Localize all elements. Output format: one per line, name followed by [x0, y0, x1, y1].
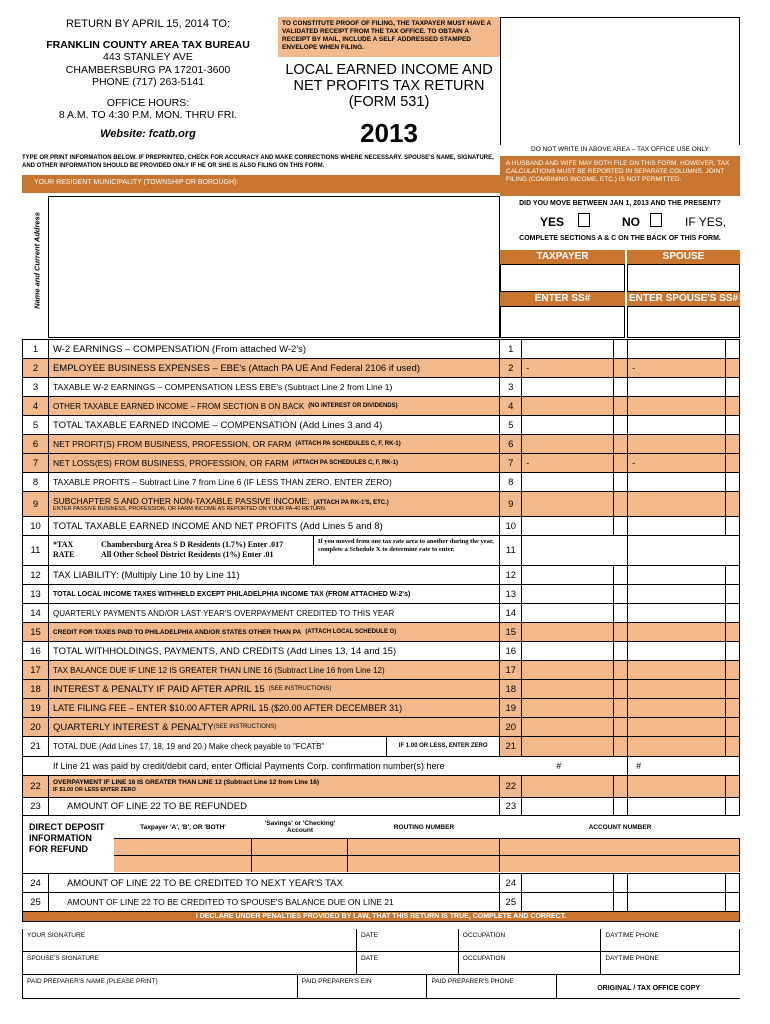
line-number-right: 14	[500, 604, 522, 622]
dd-spouse-who-input[interactable]	[114, 856, 252, 872]
line-number-right: 16	[500, 642, 522, 660]
taxpayer-amount-input[interactable]	[522, 699, 628, 717]
line-number-right: 5	[500, 416, 522, 434]
office-use-label: DO NOT WRITE IN ABOVE AREA – TAX OFFICE USE ONLY	[531, 146, 709, 153]
line-number-right: 10	[500, 517, 522, 535]
line-number-right: 4	[500, 397, 522, 415]
line-number-right: 21	[500, 737, 522, 756]
line-number-right: 8	[500, 473, 522, 491]
line-description: QUARTERLY INTEREST & PENALTY (SEE INSTRUCTIONS)	[49, 718, 500, 736]
taxpayer-name-field[interactable]	[500, 264, 625, 292]
table-row	[22, 434, 740, 453]
line-description: TAXABLE W-2 EARNINGS – COMPENSATION LESS EBE's (Subtract Line 2 from Line 1)	[49, 378, 500, 396]
line-number-right: 3	[500, 378, 522, 396]
taxpayer-total-due-input[interactable]	[522, 737, 628, 756]
type-print-instructions: TYPE OR PRINT INFORMATION BELOW. IF PREPRINTED, CHECK FOR ACCURACY AND MAKE CORRECTIONS WHERE NECESSARY. SPOUSE'S NAME, SIGNATURE, AND OTHER INFORMATION SHOULD BE PROVIDED ONLY IF HE OR SHE IS ALSO FILING ON THIS FORM.	[22, 155, 494, 169]
spouse-amount-input[interactable]	[628, 492, 740, 516]
line-description: TOTAL WITHHOLDINGS, PAYMENTS, AND CREDITS (Add Lines 13, 14 and 15)	[49, 642, 500, 660]
taxpayer-credit-next-year-input[interactable]	[522, 874, 628, 892]
taxpayer-amount-input[interactable]	[522, 473, 628, 491]
table-row	[22, 698, 740, 717]
spouse-signature-field[interactable]: SPOUSE'S SIGNATURE	[23, 952, 357, 974]
spouse-filing-note: A HUSBAND AND WIFE MAY BOTH FILE ON THIS FORM. HOWEVER, TAX CALCULATIONS MUST BE REPORTED IN SEPARATE COLUMNS. JOINT FILING (COMBINING INCOME, ETC.) IS NOT PERMITTED.	[500, 156, 740, 196]
line-number-right: 11	[500, 536, 522, 565]
spouse-amount-input[interactable]	[628, 435, 740, 453]
moved-if-yes: IF YES,	[685, 215, 727, 229]
dd-taxpayer-who-input[interactable]	[114, 839, 252, 855]
table-row-total-due	[22, 736, 740, 756]
preparer-ein-field[interactable]: PAID PREPARER'S EIN	[298, 975, 428, 998]
dd-routing-label: ROUTING NUMBER	[393, 823, 455, 831]
office-hours: 8 A.M. TO 4:30 P.M. MON. THRU FRI.	[58, 109, 238, 121]
moved-no-checkbox[interactable]	[650, 213, 662, 227]
table-row	[22, 516, 740, 535]
line-number-right: 23	[500, 798, 522, 815]
form-year: 2013	[360, 118, 418, 148]
spouse-credit-next-year-input[interactable]	[628, 874, 740, 892]
spouse-ss-label: ENTER SPOUSE'S SS#	[628, 293, 739, 304]
table-row	[22, 358, 740, 377]
taxpayer-ss-field[interactable]	[500, 306, 625, 338]
spouse-amount-input[interactable]	[628, 699, 740, 717]
line-number: 16	[23, 642, 49, 660]
bureau-address-line1: 443 STANLEY AVE	[103, 51, 193, 63]
line-description: TOTAL DUE (Add Lines 17, 18, 19 and 20.) Make check payable to "FCATB" IF 1.00 OR LESS, ENTER ZERO	[49, 737, 500, 756]
table-row	[22, 415, 740, 434]
line-description: AMOUNT OF LINE 22 TO BE CREDITED TO SPOUSE'S BALANCE DUE ON LINE 21	[49, 893, 500, 911]
dd-taxpayer-routing-input[interactable]	[348, 839, 500, 855]
table-row	[22, 797, 740, 815]
line-number: 14	[23, 604, 49, 622]
taxpayer-amount-input[interactable]	[522, 623, 628, 641]
your-date-field[interactable]: DATE	[357, 929, 459, 951]
taxpayer-credit-spouse-input[interactable]	[522, 893, 628, 911]
line-number-right: 22	[500, 776, 522, 797]
taxpayer-amount-input[interactable]	[522, 718, 628, 736]
line-number: 4	[23, 397, 49, 415]
original-copy-label: ORIGINAL / TAX OFFICE COPY	[597, 985, 701, 992]
taxpayer-amount-input[interactable]	[522, 661, 628, 679]
line-number: 6	[23, 435, 49, 453]
name-address-field[interactable]	[48, 196, 500, 338]
line-number: 23	[23, 798, 49, 815]
line-number: 17	[23, 661, 49, 679]
line-description: NET PROFIT(S) FROM BUSINESS, PROFESSION, OR FARM (ATTACH PA SCHEDULES C, F, RK-1)	[49, 435, 500, 453]
form-title-line1: LOCAL EARNED INCOME AND	[285, 62, 493, 78]
line-description: NET LOSS(ES) FROM BUSINESS, PROFESSION, OR FARM (ATTACH PA SCHEDULES C, F, RK-1)	[49, 454, 500, 472]
line-number: 9	[23, 492, 49, 516]
dd-who-label: Taxpayer 'A', 'B', OR 'BOTH'	[140, 823, 226, 831]
spouse-amount-input[interactable]	[628, 397, 740, 415]
dd-taxpayer-account-input[interactable]	[500, 839, 740, 855]
line-number-right: 25	[500, 893, 522, 911]
form-title-line2: NET PROFITS TAX RETURN	[293, 78, 485, 94]
taxpayer-amount-input[interactable]	[522, 566, 628, 584]
table-row	[22, 603, 740, 622]
line-number: 12	[23, 566, 49, 584]
line-description: TOTAL TAXABLE EARNED INCOME – COMPENSATION (Add Lines 3 and 4)	[49, 416, 500, 434]
line-number-right: 1	[500, 340, 522, 358]
table-row	[22, 679, 740, 698]
table-row	[22, 873, 740, 892]
preparer-name-field[interactable]: PAID PREPARER'S NAME (PLEASE PRINT)	[23, 975, 298, 998]
line-description: CREDIT FOR TAXES PAID TO PHILADELPHIA AND/OR STATES OTHER THAN PA (ATTACH LOCAL SCHEDULE G)	[49, 623, 500, 641]
line-number: 1	[23, 340, 49, 358]
taxpayer-amount-input[interactable]	[522, 517, 628, 535]
table-row	[22, 717, 740, 736]
direct-deposit-section	[22, 815, 740, 873]
table-row	[22, 660, 740, 679]
spouse-amount-input[interactable]	[628, 340, 740, 358]
declaration-banner: I DECLARE UNDER PENALTIES PROVIDED BY LAW, THAT THIS RETURN IS TRUE, COMPLETE AND CORRECT.	[22, 911, 740, 922]
form-title	[278, 62, 500, 110]
spouse-credit-spouse-input[interactable]	[628, 893, 740, 911]
line-number-right: 7	[500, 454, 522, 472]
table-row	[22, 377, 740, 396]
line-number-right: 6	[500, 435, 522, 453]
table-row	[22, 892, 740, 911]
spouse-amount-input[interactable]: -	[628, 454, 740, 472]
taxpayer-amount-input[interactable]	[522, 642, 628, 660]
spouse-overpayment-input[interactable]	[628, 776, 740, 797]
line-description: QUARTERLY PAYMENTS AND/OR LAST YEAR'S OVERPAYMENT CREDITED TO THIS YEAR	[49, 604, 500, 622]
line-number: 21	[23, 737, 49, 756]
line-description: LATE FILING FEE – ENTER $10.00 AFTER APRIL 15 ($20.00 AFTER DECEMBER 31)	[49, 699, 500, 717]
bureau-address-line2: CHAMBERSBURG PA 17201-3600	[65, 63, 231, 76]
taxpayer-amount-input[interactable]	[522, 492, 628, 516]
line-description: TAXABLE PROFITS – Subtract Line 7 from Line 6 (IF LESS THAN ZERO, ENTER ZERO)	[49, 473, 500, 491]
spouse-amount-input[interactable]	[628, 566, 740, 584]
spouse-amount-input[interactable]	[628, 642, 740, 660]
line-description: W-2 EARNINGS – COMPENSATION (From attached W-2's)	[49, 340, 500, 358]
spouse-amount-input[interactable]	[628, 416, 740, 434]
table-row-tax-rate	[22, 535, 740, 565]
table-row-confirmation	[22, 756, 740, 775]
line-number: 20	[23, 718, 49, 736]
line-number-right: 19	[500, 699, 522, 717]
line-number: 24	[23, 874, 49, 892]
line-number: 25	[23, 893, 49, 911]
spouse-amount-input[interactable]	[628, 378, 740, 396]
signature-section	[22, 929, 740, 999]
dd-spouse-routing-input[interactable]	[348, 856, 500, 872]
your-signature-field[interactable]: YOUR SIGNATURE	[23, 929, 357, 951]
line-number: 13	[23, 585, 49, 603]
taxpayer-confirmation-input[interactable]: #	[522, 757, 628, 775]
line-description: AMOUNT OF LINE 22 TO BE REFUNDED	[49, 798, 500, 815]
table-row	[22, 396, 740, 415]
taxpayer-amount-input[interactable]	[522, 378, 628, 396]
municipality-field[interactable]: YOUR RESIDENT MUNICIPALITY (TOWNSHIP OR BOROUGH):	[22, 175, 500, 193]
table-row	[22, 453, 740, 472]
table-row	[22, 641, 740, 660]
line-description: AMOUNT OF LINE 22 TO BE CREDITED TO NEXT YEAR'S TAX	[49, 874, 500, 892]
table-row	[22, 339, 740, 358]
spouse-amount-input[interactable]	[628, 473, 740, 491]
spouse-ss-field[interactable]	[627, 306, 740, 338]
moved-yes-label: YES	[540, 215, 565, 229]
spouse-refund-input[interactable]	[628, 798, 740, 815]
dd-type-label: 'Savings' or 'Checking' Account	[264, 820, 336, 834]
line-description: EMPLOYEE BUSINESS EXPENSES – EBE's (Attach PA UE And Federal 2106 if used)	[49, 359, 500, 377]
spouse-amount-input[interactable]	[628, 604, 740, 622]
spouse-amount-input[interactable]	[628, 680, 740, 698]
spouse-occupation-field[interactable]: OCCUPATION	[459, 952, 602, 974]
complete-sections-note: COMPLETE SECTIONS A & C ON THE BACK OF THIS FORM.	[519, 235, 721, 242]
form-title-line3: (FORM 531)	[348, 94, 430, 110]
line-number: 22	[23, 776, 49, 797]
table-row	[22, 622, 740, 641]
table-row	[22, 565, 740, 584]
bureau-phone: PHONE (717) 263-5141	[91, 76, 205, 88]
spouse-total-due-input[interactable]	[628, 737, 740, 756]
spouse-date-field[interactable]: DATE	[357, 952, 459, 974]
line-description: *TAX RATE Chambersburg Area S D Residents (1.7%) Enter .017 All Other School District Residents (1%) Enter .01 If you moved from one tax rate area to another during the year, complete a Schedule X to determine rate to enter.	[49, 536, 500, 565]
spouse-amount-input[interactable]	[628, 585, 740, 603]
line-number: 7	[23, 454, 49, 472]
dd-spouse-account-input[interactable]	[500, 856, 740, 872]
spouse-name-field[interactable]	[627, 264, 740, 292]
line-number-right: 2	[500, 359, 522, 377]
spouse-amount-input[interactable]	[628, 623, 740, 641]
your-phone-field[interactable]: DAYTIME PHONE	[605, 932, 659, 939]
line-number-right: 24	[500, 874, 522, 892]
website: Website: fcatb.org	[100, 127, 196, 140]
line-number-right: 20	[500, 718, 522, 736]
line-number: 15	[23, 623, 49, 641]
taxpayer-amount-input[interactable]	[522, 340, 628, 358]
taxpayer-amount-input[interactable]	[522, 435, 628, 453]
line-number: 19	[23, 699, 49, 717]
name-address-label: Name and Current Address	[32, 212, 42, 309]
line-description: TOTAL TAXABLE EARNED INCOME AND NET PROFITS (Add Lines 5 and 8)	[49, 517, 500, 535]
line-number-right: 9	[500, 492, 522, 516]
line-number: 18	[23, 680, 49, 698]
taxpayer-amount-input[interactable]	[522, 680, 628, 698]
spouse-confirmation-input[interactable]: #	[628, 757, 740, 775]
taxpayer-refund-input[interactable]	[522, 798, 628, 815]
spouse-amount-input[interactable]	[628, 718, 740, 736]
proof-of-filing-notice: TO CONSTITUTE PROOF OF FILING, THE TAXPAYER MUST HAVE A VALIDATED RECEIPT FROM THE TAX OFFICE. TO OBTAIN A RECEIPT BY MAIL, INCLUDE A SELF ADDRESSED STAMPED ENVELOPE WHEN FILING.	[278, 17, 500, 57]
spouse-phone-field[interactable]: DAYTIME PHONE	[605, 955, 659, 962]
line-description: TAX BALANCE DUE IF LINE 12 IS GREATER THAN LINE 16 (Subtract Line 16 from Line 12)	[49, 661, 500, 679]
taxpayer-ss-label: ENTER SS#	[500, 292, 625, 306]
table-row	[22, 491, 740, 516]
table-row	[22, 472, 740, 491]
direct-deposit-title: DIRECT DEPOSIT INFORMATION FOR REFUND	[22, 816, 114, 873]
spouse-column-header: SPOUSE	[627, 250, 740, 264]
bureau-name: FRANKLIN COUNTY AREA TAX BUREAU	[46, 38, 250, 51]
return-address-block	[22, 18, 274, 140]
line-number-right: 15	[500, 623, 522, 641]
confirmation-label: If Line 21 was paid by credit/debit card, enter Official Payments Corp. confirmation number(s) here	[52, 761, 445, 771]
line-description: TOTAL LOCAL INCOME TAXES WITHHELD EXCEPT PHILADELPHIA INCOME TAX (FROM ATTACHED W-2's)	[49, 585, 500, 603]
taxpayer-amount-input[interactable]	[522, 416, 628, 434]
moved-yes-checkbox[interactable]	[578, 213, 590, 227]
taxpayer-tax-rate-input[interactable]	[522, 536, 628, 565]
office-hours-label: OFFICE HOURS:	[106, 96, 190, 109]
line-description: TAX LIABILITY: (Multiply Line 10 by Line 11)	[49, 566, 500, 584]
line-number-right: 17	[500, 661, 522, 679]
spouse-amount-input[interactable]	[628, 661, 740, 679]
moved-question: DID YOU MOVE BETWEEN JAN 1, 2013 AND THE PRESENT?	[519, 200, 721, 207]
dd-spouse-type-input[interactable]	[252, 856, 348, 872]
taxpayer-amount-input[interactable]: -	[522, 359, 628, 377]
dd-taxpayer-type-input[interactable]	[252, 839, 348, 855]
taxpayer-amount-input[interactable]	[522, 585, 628, 603]
line-number: 10	[23, 517, 49, 535]
office-use-box	[500, 17, 740, 145]
line-description: OVERPAYMENT IF LINE 16 IS GREATER THAN LINE 12 (Subtract Line 12 from Line 16) IF $1.00 OR LESS ENTER ZERO	[49, 776, 500, 797]
tax-lines-table	[22, 339, 740, 922]
return-due-date: RETURN BY APRIL 15, 2014 TO:	[65, 18, 231, 30]
line-number: 8	[23, 473, 49, 491]
taxpayer-amount-input[interactable]	[522, 397, 628, 415]
line-description: OTHER TAXABLE EARNED INCOME – FROM SECTION B ON BACK (NO INTEREST OR DIVIDENDS)	[49, 397, 500, 415]
spouse-amount-input[interactable]	[628, 517, 740, 535]
line-number-right: 12	[500, 566, 522, 584]
table-row-overpayment	[22, 775, 740, 797]
line-description: INTEREST & PENALTY IF PAID AFTER APRIL 15 (SEE INSTRUCTIONS)	[49, 680, 500, 698]
line-number: 5	[23, 416, 49, 434]
your-occupation-field[interactable]: OCCUPATION	[459, 929, 602, 951]
moved-no-label: NO	[622, 215, 640, 229]
dd-account-label: ACCOUNT NUMBER	[588, 823, 652, 831]
line-number-right: 18	[500, 680, 522, 698]
spouse-tax-rate-input[interactable]	[628, 536, 740, 565]
line-number-right: 13	[500, 585, 522, 603]
line-description: SUBCHAPTER S AND OTHER NON-TAXABLE PASSIVE INCOME: (ATTACH PA RK-1'S, ETC.) ENTER PASSIVE BUSINESS, PROFESSION, OR FARM INCOME AS REPORTED ON YOUR PA-40 RETURN.	[49, 492, 500, 516]
table-row	[22, 584, 740, 603]
taxpayer-overpayment-input[interactable]	[522, 776, 628, 797]
taxpayer-column-header: TAXPAYER	[500, 250, 625, 264]
spouse-amount-input[interactable]: -	[628, 359, 740, 377]
line-number: 11	[23, 536, 49, 565]
taxpayer-amount-input[interactable]: -	[522, 454, 628, 472]
line-number: 2	[23, 359, 49, 377]
taxpayer-amount-input[interactable]	[522, 604, 628, 622]
line-number: 3	[23, 378, 49, 396]
preparer-phone-field[interactable]: PAID PREPARER'S PHONE	[427, 975, 557, 998]
